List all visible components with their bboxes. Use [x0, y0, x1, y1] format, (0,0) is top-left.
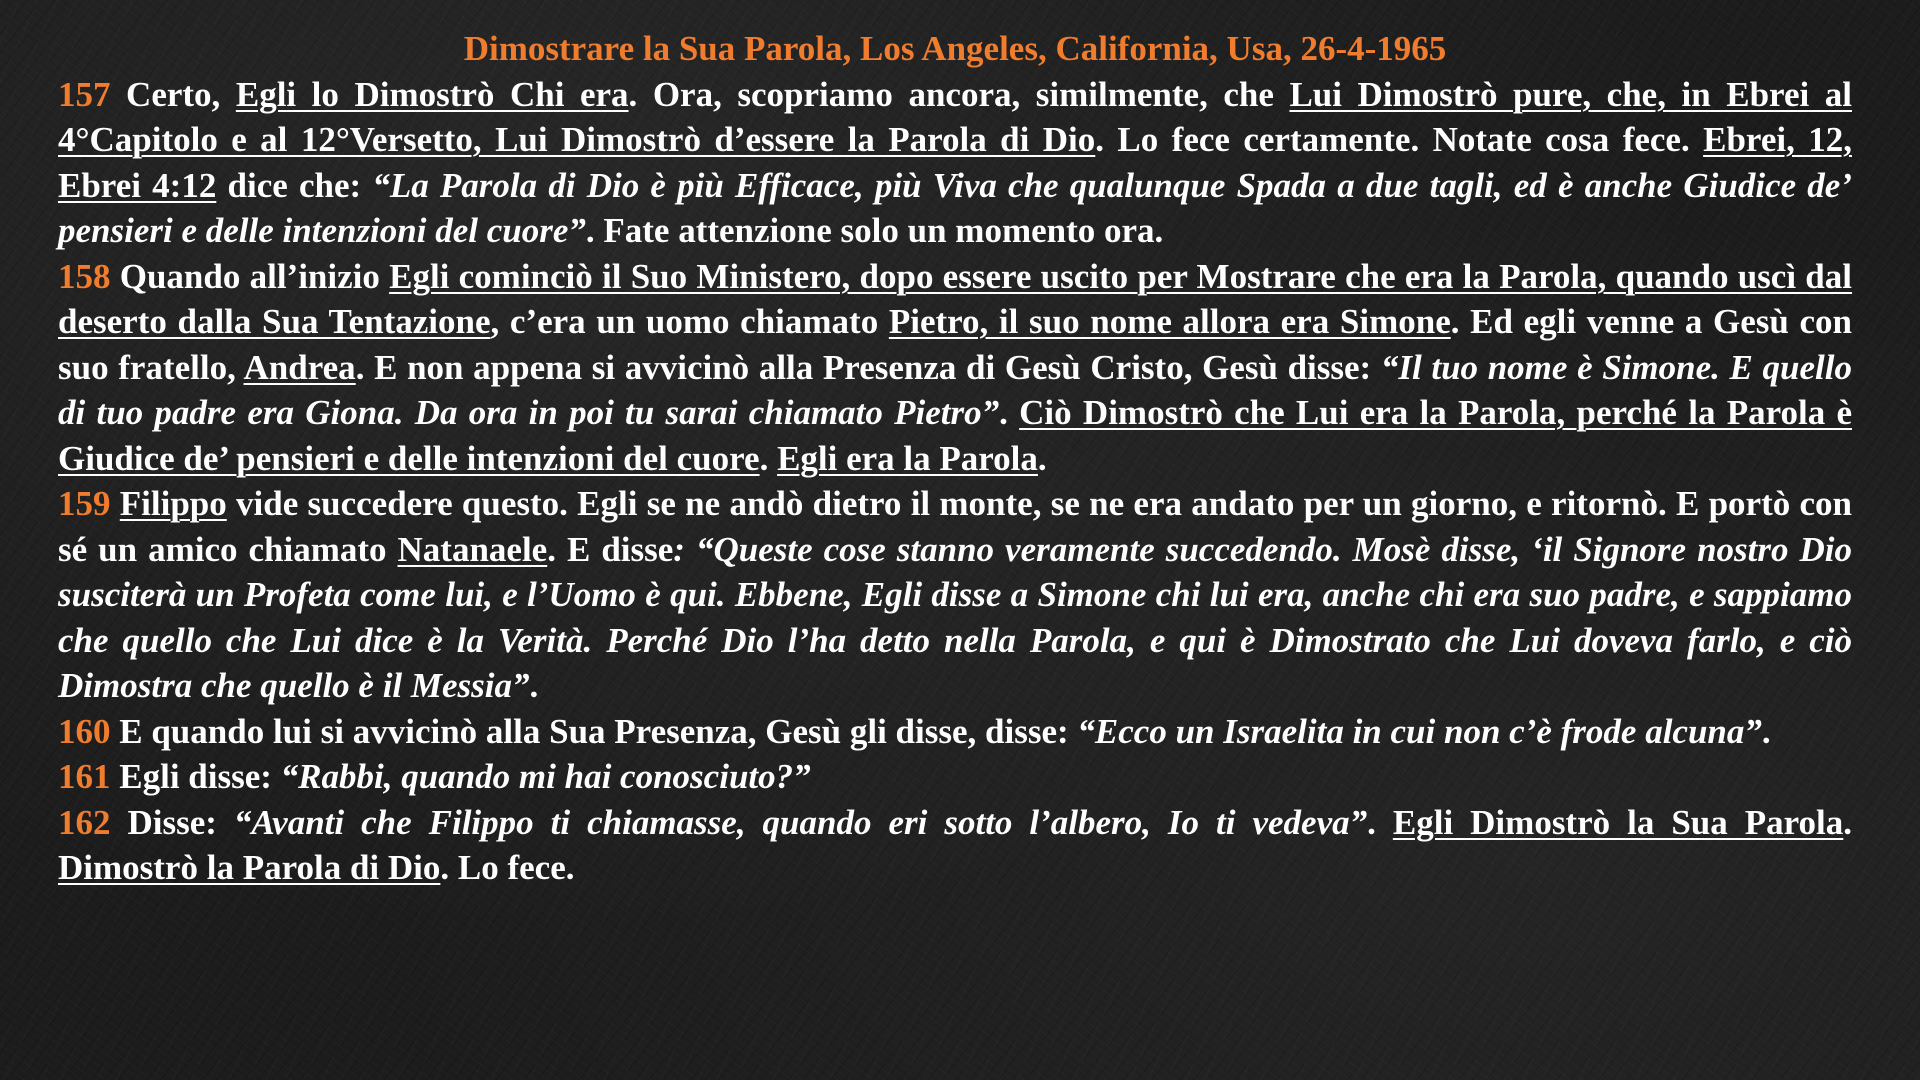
underlined-text: Egli lo Dimostrò Chi era [235, 74, 629, 114]
body-text: . Ed egli venne a Gesù con suo fratello, [58, 302, 1852, 387]
quoted-text: “Rabbi, quando mi hai conosciuto?” [280, 757, 811, 796]
paragraph-162 [58, 800, 1852, 891]
body-text: vide succedere questo. Egli se ne andò dietro il monte, se ne era andato per un giorno, e ritornò. E portò con sé un amico chiamato [58, 484, 1853, 569]
quoted-text: “Ecco un Israelita in cui non c’è frode alcuna” [1077, 711, 1762, 751]
body-text: . [759, 438, 778, 478]
paragraphs [58, 72, 1852, 891]
body-text: . Lo fece. [440, 848, 575, 887]
body-text: . Lo fece certamente. Notate cosa fece. [1095, 120, 1704, 159]
body-text: Quando all’inizio [110, 256, 390, 296]
paragraph-number: 160 [58, 711, 111, 751]
body-text: Disse: [110, 802, 234, 842]
paragraph-157 [58, 72, 1852, 254]
body-text [111, 484, 120, 523]
paragraph-number: 161 [58, 757, 111, 796]
body-text: . [529, 666, 539, 705]
body-text: . [1761, 711, 1771, 751]
quoted-text: “Avanti che Filippo ti chiamasse, quando eri sotto l’albero, Io ti vedeva” [233, 802, 1368, 842]
body-text: . [999, 393, 1020, 432]
underlined-text: Ciò Dimostrò che Lui era la Parola, perché la Parola è Giudice de’ pensieri e delle intenzioni del cuore [58, 393, 1853, 478]
body-text: Egli disse: [110, 757, 281, 796]
paragraph-number: 158 [58, 256, 111, 296]
body-text: . E non appena si avvicinò alla Presenza di Gesù Cristo, Gesù disse: [355, 347, 1381, 387]
body-text: . [1843, 802, 1853, 842]
paragraph-number: 162 [58, 802, 111, 842]
body-text: dice che: [216, 165, 373, 205]
slide [58, 26, 1852, 891]
paragraph-158 [58, 254, 1852, 482]
body-text: , c’era un uomo chiamato [490, 302, 889, 341]
body-text: . [1037, 438, 1047, 478]
quoted-text: : “Queste cose stanno veramente succedendo. Mosè disse, ‘il Signore nostro Dio susciterà un Profeta come lui, e l’Uomo è qui. Ebbene, Egli disse a Simone chi lui era, anche chi era suo padre, e sappiamo che quello che Lui dice è la Verità. Perché Dio l’ha detto nella Parola, e qui è Dimostrato che Lui doveva farlo, e ciò Dimostra che quello è il Messia” [58, 529, 1853, 705]
underlined-text: Egli cominciò il Suo Ministero, dopo essere uscito per Mostrare che era la Parola, quando uscì dal deserto dalla Sua Tentazione [58, 256, 1852, 341]
underlined-text: Egli era la Parola [777, 438, 1038, 478]
underlined-text: Filippo [119, 484, 227, 523]
underlined-text: Natanaele [397, 529, 548, 569]
paragraph-number: 159 [58, 484, 111, 523]
underlined-text: Lui Dimostrò pure, che, in Ebrei al 4°Capitolo e al 12°Versetto, Lui Dimostrò d’essere la Parola di Dio [58, 74, 1852, 159]
body-text: . [1367, 802, 1393, 842]
underlined-text: Andrea [243, 347, 356, 387]
quoted-text: “La Parola di Dio è più Efficace, più Viva che qualunque Spada a due tagli, ed è anche Giudice de’ pensieri e delle intenzioni del cuore” [58, 165, 1852, 250]
paragraph-159 [58, 481, 1852, 709]
body-text: Certo, [110, 74, 236, 114]
paragraph-161 [58, 754, 1852, 800]
underlined-text: Pietro, il suo nome allora era Simone [888, 302, 1451, 341]
body-text: . Ora, scopriamo ancora, similmente, che [628, 74, 1290, 114]
underlined-text: Egli Dimostrò la Sua Parola [1392, 802, 1844, 842]
quoted-text: “Il tuo nome è Simone. E quello di tuo padre era Giona. Da ora in poi tu sarai chiamato Pietro” [58, 347, 1853, 432]
paragraph-160 [58, 709, 1852, 755]
body-text: . Fate attenzione solo un momento ora. [585, 211, 1164, 250]
underlined-text: Ebrei, 12, Ebrei 4:12 [58, 120, 1852, 205]
page-title: Dimostrare la Sua Parola, Los Angeles, California, Usa, 26-4-1965 [463, 29, 1447, 68]
underlined-text: Dimostrò la Parola di Dio [58, 848, 441, 887]
body-text: E quando lui si avvicinò alla Sua Presenza, Gesù gli disse, disse: [110, 711, 1078, 751]
paragraph-number: 157 [58, 74, 111, 114]
body-text: . E disse [547, 529, 674, 569]
